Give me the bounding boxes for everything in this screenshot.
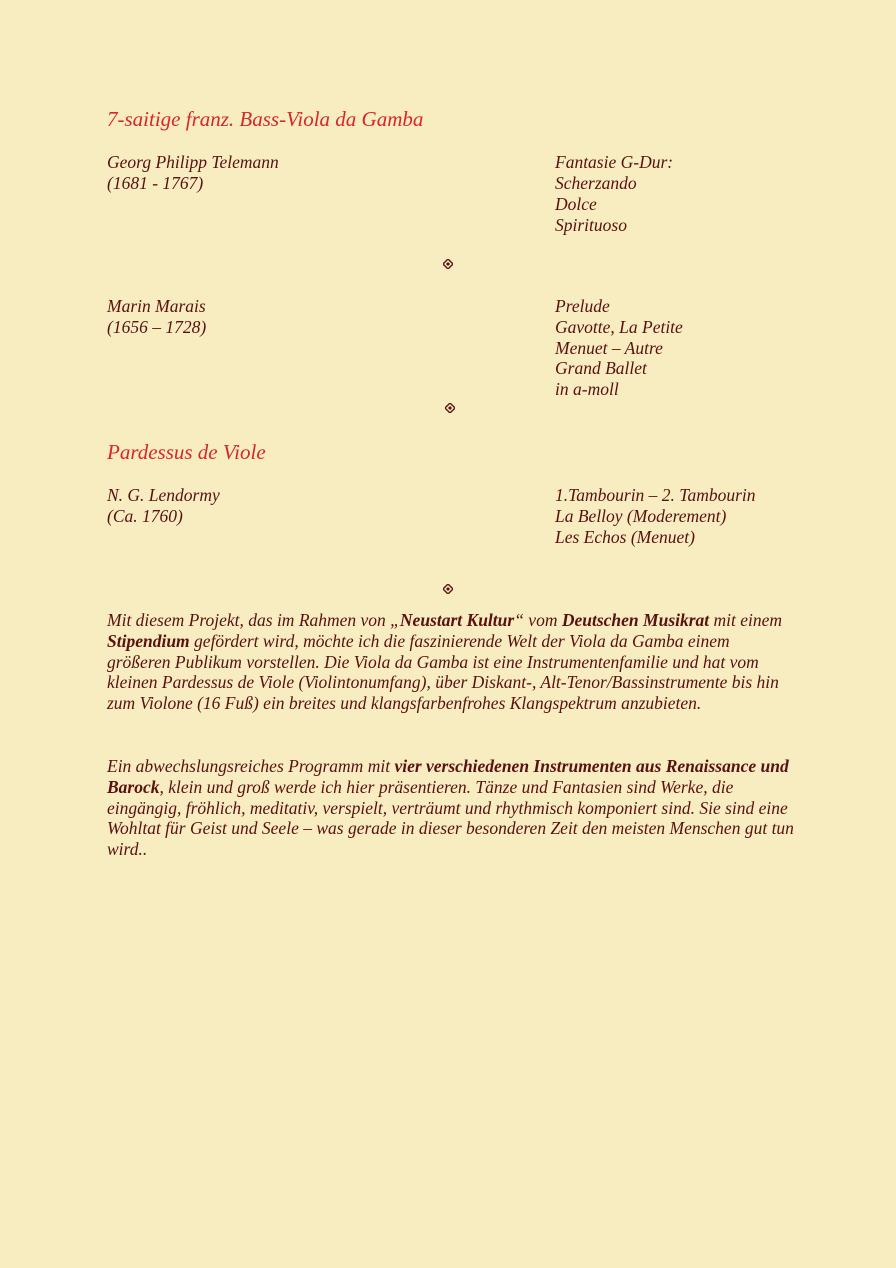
program-description-paragraph	[107, 756, 797, 860]
work-title: Dolce	[555, 194, 597, 214]
composer-name: Marin Marais	[107, 296, 206, 316]
work-title: Les Echos (Menuet)	[555, 527, 695, 547]
work-title: Prelude	[555, 296, 610, 316]
composer-name: N. G. Lendormy	[107, 485, 220, 505]
paragraph-text: mit einem	[709, 610, 783, 630]
diamond-divider-icon	[445, 403, 455, 413]
work-title: Menuet – Autre	[555, 338, 663, 358]
work-title: Scherzando	[555, 173, 637, 193]
paragraph-text: Ein abwechslungsreiches Programm mit	[107, 756, 395, 776]
work-title: 1.Tambourin – 2. Tambourin	[555, 485, 756, 505]
composer-name: Georg Philipp Telemann	[107, 152, 279, 172]
paragraph-text-bold: vier verschiedenen Instrumenten aus Renaissance und Barock	[107, 756, 789, 797]
paragraph-text: “ vom	[514, 610, 562, 630]
diamond-divider-icon	[443, 259, 453, 269]
paragraph-text: gefördert wird, möchte ich die faszinierende Welt der Viola da Gamba einem größeren Publikum vorstellen. Die Viola da Gamba ist eine Instrumentenfamilie und hat vom kleinen Pardessus de Viole (Violintonumfang), über Diskant-, Alt-Tenor/Bassinstrumente bis hin zum Violone (16 Fuß) ein breites und klangsfarbenfrohes Klangspektrum anzubieten.	[107, 630, 779, 714]
work-title: Spirituoso	[555, 215, 627, 235]
paragraph-text-bold: Deutschen Musikrat	[561, 610, 710, 630]
paragraph-text: , klein und groß werde ich hier präsentieren. Tänze und Fantasien sind Werke, die eingängig, fröhlich, meditativ, verspielt, verträumt und rhythmisch komponiert sind. Sie sind eine Wohltat für Geist und Seele – was gerade in dieser besonderen Zeit den meisten Menschen gut tun wird..	[107, 776, 794, 860]
work-title: Grand Ballet	[555, 358, 647, 378]
project-description-paragraph	[107, 610, 797, 714]
composer-dates: (Ca. 1760)	[107, 506, 183, 526]
paragraph-text-bold: Stipendium	[107, 630, 190, 651]
paragraph-text: Mit diesem Projekt, das im Rahmen von „	[107, 610, 400, 630]
composer-dates: (1681 - 1767)	[107, 173, 204, 193]
diamond-divider-icon	[443, 584, 453, 594]
work-title: in a-moll	[555, 379, 619, 399]
work-title: La Belloy (Moderement)	[555, 506, 727, 526]
paragraph-text-bold: Neustart Kultur	[399, 610, 515, 630]
section-heading-pardessus: Pardessus de Viole	[107, 440, 266, 464]
work-title: Gavotte, La Petite	[555, 317, 683, 337]
work-title: Fantasie G-Dur:	[555, 152, 674, 172]
composer-dates: (1656 – 1728)	[107, 317, 207, 337]
section-heading-bass-viola: 7-saitige franz. Bass-Viola da Gamba	[107, 107, 424, 131]
